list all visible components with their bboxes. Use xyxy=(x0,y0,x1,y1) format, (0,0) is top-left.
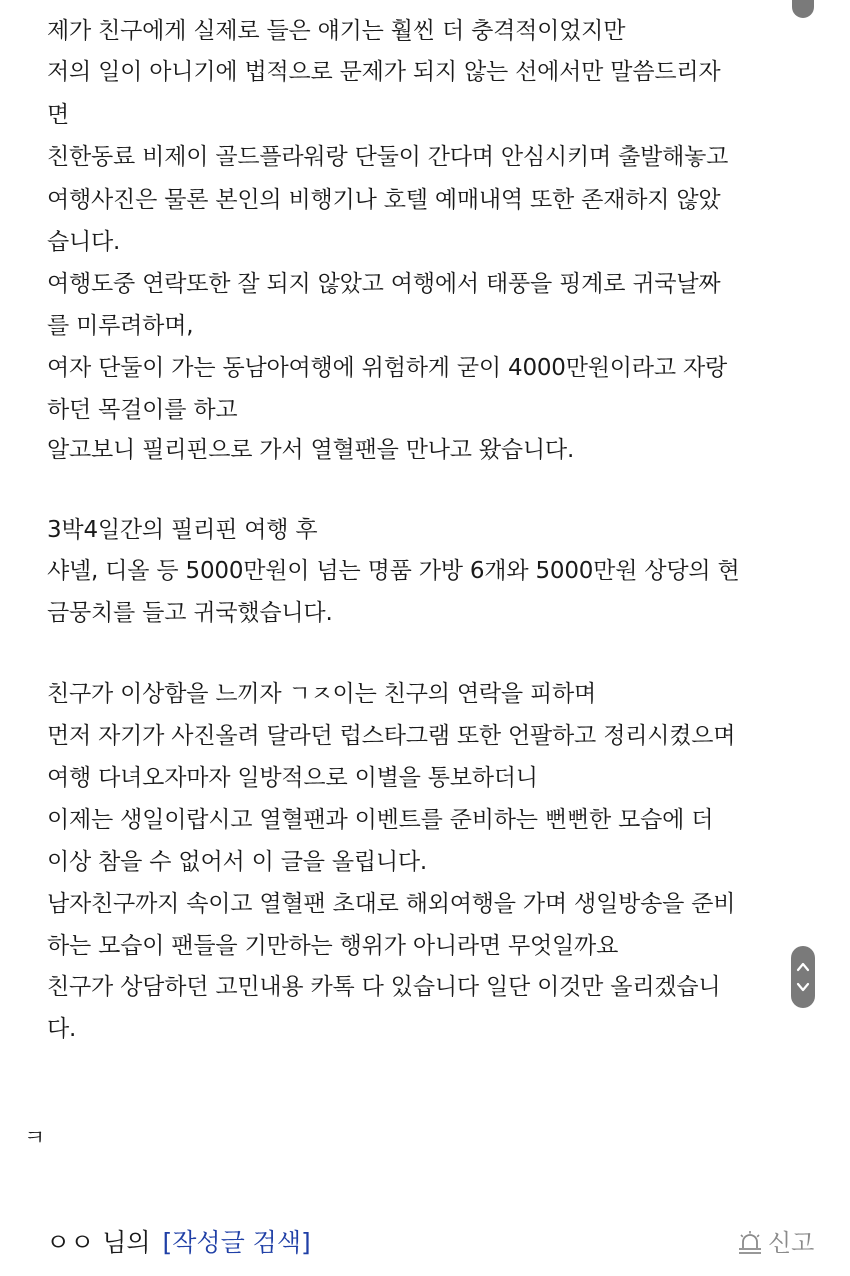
post-line: 금뭉치를 들고 귀국했습니다. xyxy=(47,600,333,626)
author-posts-search-link[interactable]: [작성글 검색] xyxy=(162,1228,311,1257)
post-line: 먼저 자기가 사진올려 달라던 럽스타그램 또한 언팔하고 정리시켰으며 xyxy=(47,723,736,749)
scroll-handle[interactable] xyxy=(791,946,815,1008)
post-line: 면 xyxy=(47,102,70,128)
scroll-handle-icon xyxy=(791,946,815,1008)
post-line: 알고보니 필리핀으로 가서 열혈팬을 만나고 왔습니다. xyxy=(47,437,575,463)
author-suffix: 님의 xyxy=(94,1228,159,1257)
post-line: 제가 친구에게 실제로 들은 얘기는 훨씬 더 충격적이었지만 xyxy=(47,18,626,44)
post-line: 여행사진은 물론 본인의 비행기나 호텔 예매내역 또한 존재하지 않았 xyxy=(47,187,721,213)
post-line: 저의 일이 아니기에 법적으로 문제가 되지 않는 선에서만 말씀드리자 xyxy=(47,59,721,85)
post-line: 남자친구까지 속이고 열혈팬 초대로 해외여행을 가며 생일방송을 준비 xyxy=(47,891,736,917)
post-laugh-text: ㅋ xyxy=(24,1126,46,1151)
post-line: 하던 목걸이를 하고 xyxy=(47,397,238,423)
post-line: 다. xyxy=(47,1016,77,1042)
post-line: 이제는 생일이랍시고 열혈팬과 이벤트를 준비하는 뻔뻔한 모습에 더 xyxy=(47,807,714,833)
post-line: 를 미루려하며, xyxy=(47,313,194,339)
post-line: 친구가 상담하던 고민내용 카톡 다 있습니다 일단 이것만 올리겠습니 xyxy=(47,974,721,1000)
post-line: 친한동료 비제이 골드플라워랑 단둘이 간다며 안심시키며 출발해놓고 xyxy=(47,144,729,170)
post-line: 여행도중 연락또한 잘 되지 않았고 여행에서 태풍을 핑계로 귀국날짜 xyxy=(47,271,721,297)
post-line: 3박4일간의 필리핀 여행 후 xyxy=(47,517,318,543)
post-line: 이상 참을 수 없어서 이 글을 올립니다. xyxy=(47,849,428,875)
post-line: 여자 단둘이 가는 동남아여행에 위험하게 굳이 4000만원이라고 자랑 xyxy=(47,355,727,381)
post-line: 하는 모습이 팬들을 기만하는 행위가 아니라면 무엇일까요 xyxy=(47,933,619,959)
report-label: 신고 xyxy=(768,1229,815,1257)
author-name: ㅇㅇ xyxy=(46,1228,95,1257)
post-line: 여행 다녀오자마자 일방적으로 이별을 통보하더니 xyxy=(47,765,538,791)
post-line: 샤넬, 디올 등 5000만원이 넘는 명품 가방 6개와 5000만원 상당의 현 xyxy=(47,558,740,584)
post-line: 습니다. xyxy=(47,229,121,255)
author-line xyxy=(46,1230,311,1255)
report-button[interactable] xyxy=(736,1230,814,1256)
siren-icon xyxy=(736,1230,764,1256)
post-line: 친구가 이상함을 느끼자 ㄱㅈ이는 친구의 연락을 피하며 xyxy=(47,681,597,707)
